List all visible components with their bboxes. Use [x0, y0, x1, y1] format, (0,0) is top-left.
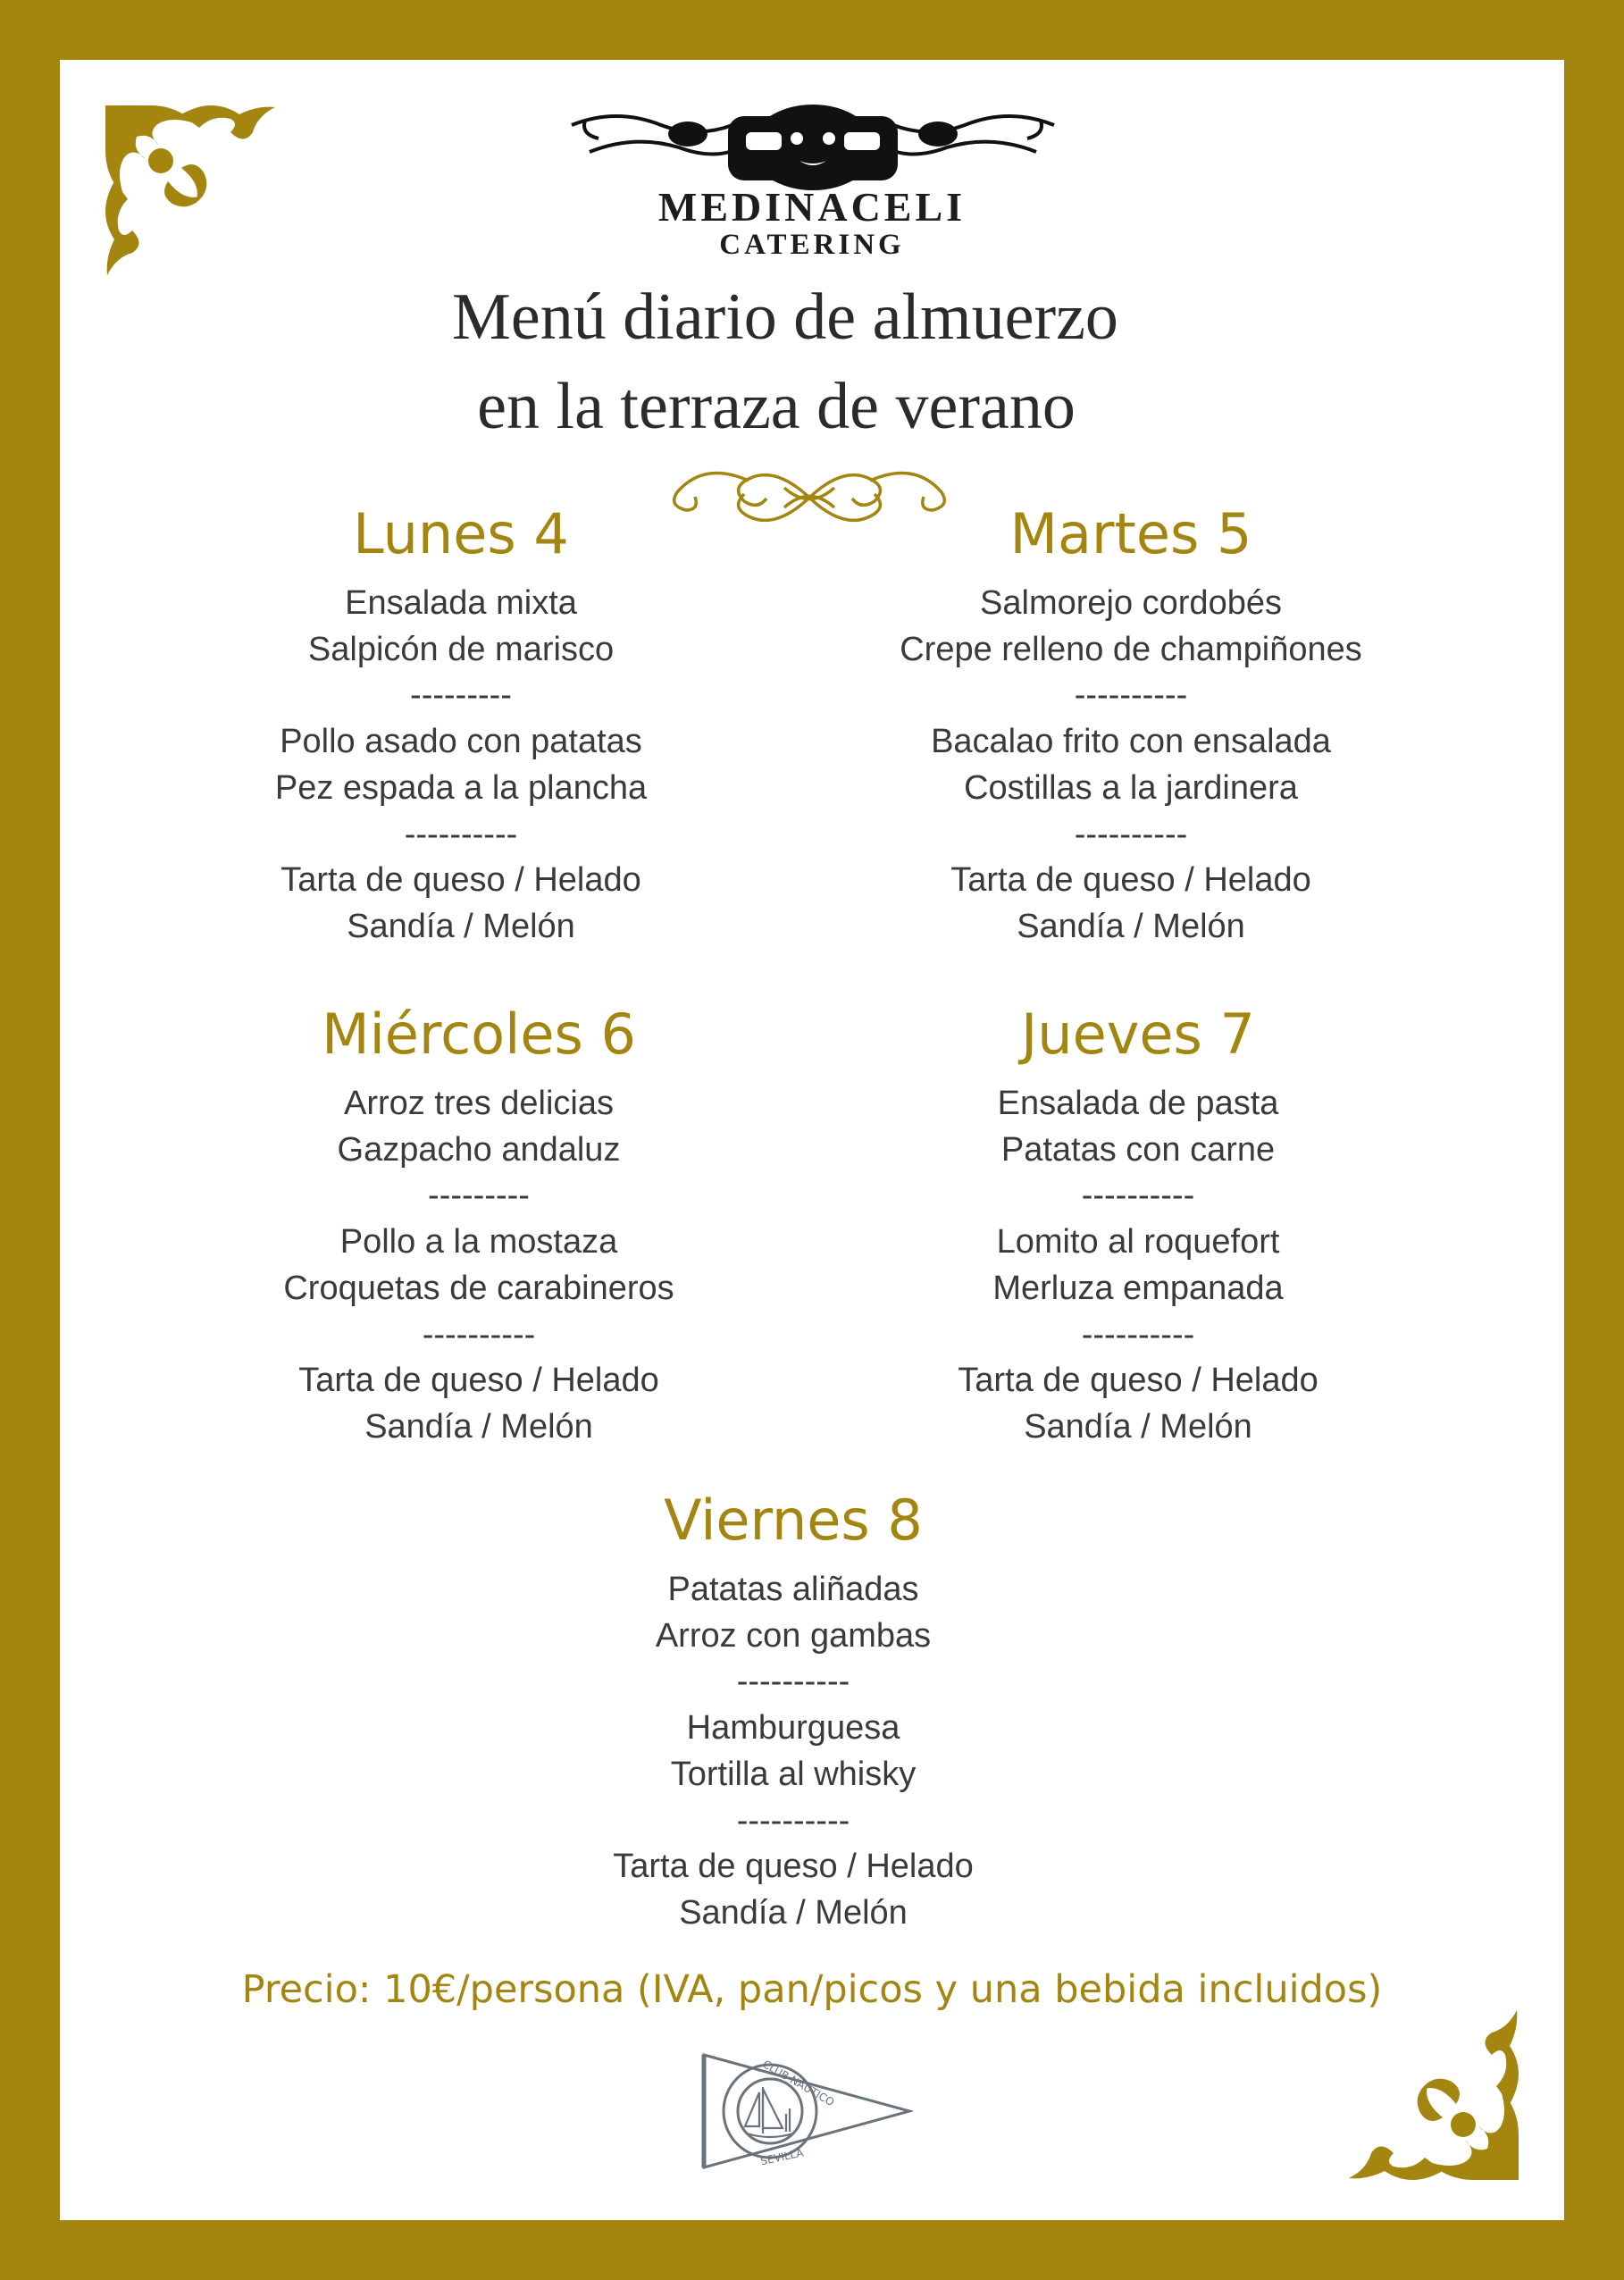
- menu-line: Merluza empanada: [992, 1269, 1284, 1307]
- menu-line: Croquetas de carabineros: [283, 1269, 674, 1307]
- brand-subtitle: CATERING: [719, 229, 905, 261]
- menu-title-line2: en la terraza de verano: [477, 370, 1076, 443]
- menu-line: Tortilla al whisky: [670, 1755, 917, 1793]
- separator-line: ----------: [1074, 815, 1188, 853]
- day-heading: Lunes 4: [353, 501, 569, 566]
- menu-line: Tarta de queso / Helado: [958, 1362, 1318, 1400]
- menu-line: Patatas con carne: [1000, 1130, 1276, 1169]
- menu-line: Tarta de queso / Helado: [950, 861, 1311, 900]
- menu-line: Ensalada de pasta: [997, 1085, 1279, 1122]
- day-block-monday: [121, 500, 800, 951]
- menu-line: Bacalao frito con ensalada: [931, 723, 1331, 761]
- separator-line: ----------: [1074, 676, 1188, 715]
- brand-name: MEDINACELI: [657, 184, 967, 230]
- menu-line: Crepe relleno de champiñones: [900, 630, 1362, 668]
- menu-line: Ensalada mixta: [345, 584, 577, 622]
- day-heading: Miércoles 6: [322, 1002, 636, 1067]
- menu-line: Sandía / Melón: [679, 1893, 908, 1932]
- club-nautico-pennant-logo: [700, 2051, 913, 2171]
- menu-line: Arroz con gambas: [655, 1616, 932, 1655]
- menu-line: Costillas a la jardinera: [964, 768, 1298, 807]
- menu-title-line1: Menú diario de almuerzo: [452, 281, 1118, 354]
- menu-line: Sandía / Melón: [347, 907, 575, 945]
- day-block-friday: [454, 1487, 1133, 1937]
- price-note: Precio: 10€/persona (IVA, pan/picos y una bebida incluidos): [241, 1967, 1383, 2012]
- menu-line: Tarta de queso / Helado: [613, 1848, 974, 1886]
- club-name-text: CLUB NÁUTICO: [760, 2058, 837, 2109]
- separator-line: ----------: [1081, 1315, 1195, 1354]
- menu-line: Sandía / Melón: [1024, 1407, 1252, 1446]
- corner-flourish-bottom-right-icon: [1331, 1992, 1528, 2189]
- separator-line: ---------: [428, 1177, 530, 1215]
- menu-line: Sandía / Melón: [364, 1407, 593, 1446]
- menu-line: Tarta de queso / Helado: [280, 861, 641, 900]
- menu-line: Tarta de queso / Helado: [298, 1362, 659, 1400]
- day-block-tuesday: [791, 500, 1470, 951]
- logo-crest-icon: [563, 98, 1063, 197]
- menu-line: Salpicón de marisco: [307, 630, 615, 668]
- day-heading: Martes 5: [1009, 501, 1252, 566]
- menu-line: Pollo asado con patatas: [280, 723, 642, 761]
- separator-line: ----------: [422, 1315, 536, 1354]
- separator-line: ----------: [736, 1663, 850, 1701]
- menu-line: Gazpacho andaluz: [337, 1130, 621, 1169]
- menu-line: Pollo a la mostaza: [339, 1223, 618, 1262]
- menu-line: Pez espada a la plancha: [274, 768, 648, 807]
- menu-line: Arroz tres delicias: [344, 1085, 614, 1122]
- menu-line: Salmorejo cordobés: [980, 584, 1282, 622]
- menu-line: Hamburguesa: [686, 1709, 900, 1748]
- day-heading: Viernes 8: [664, 1488, 923, 1553]
- menu-line: Patatas aliñadas: [667, 1571, 919, 1608]
- separator-line: ---------: [410, 676, 512, 715]
- day-block-wednesday: [139, 1001, 818, 1451]
- separator-line: ----------: [736, 1801, 850, 1840]
- club-city-text: SEVILLA: [759, 2146, 805, 2168]
- menu-line: Lomito al roquefort: [996, 1223, 1280, 1262]
- separator-line: ----------: [1081, 1177, 1195, 1215]
- day-heading: Jueves 7: [1020, 1002, 1256, 1067]
- separator-line: ----------: [404, 815, 518, 853]
- day-block-thursday: [799, 1001, 1478, 1451]
- menu-line: Sandía / Melón: [1017, 907, 1245, 945]
